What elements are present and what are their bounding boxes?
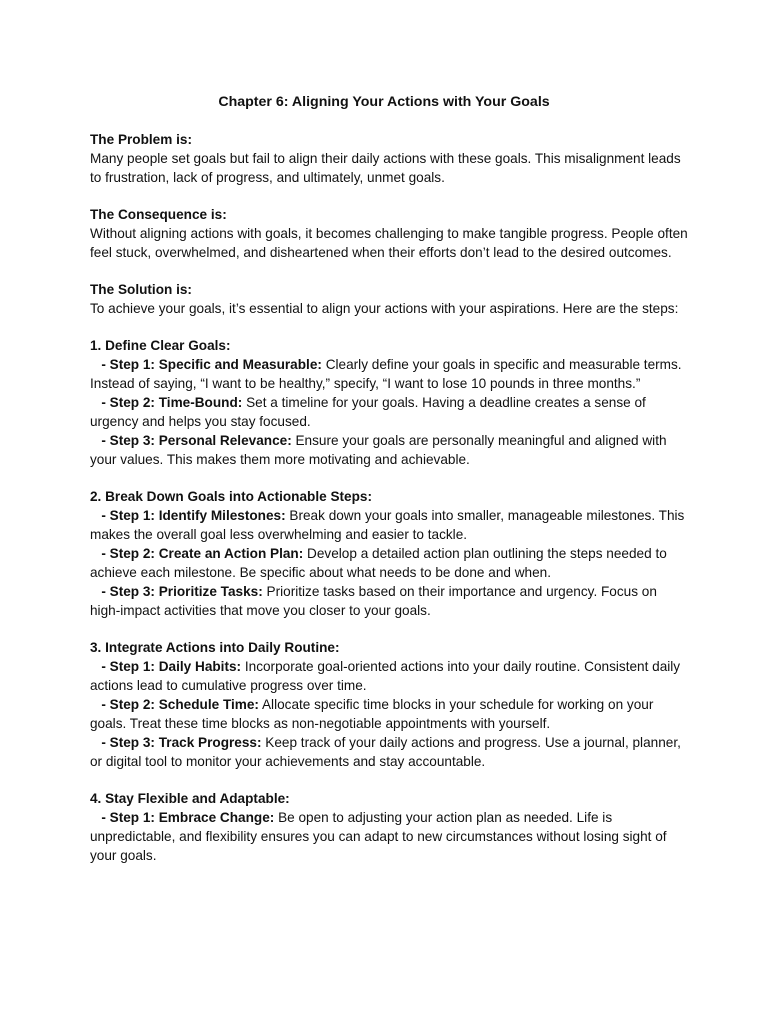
step-lead: - Step 2: Create an Action Plan: <box>90 546 304 561</box>
step-item <box>90 657 690 695</box>
step-lead: - Step 2: Time-Bound: <box>90 395 243 410</box>
consequence-heading: The Consequence is: <box>90 207 227 222</box>
section-stay-flexible <box>90 789 690 865</box>
step-text: Prioritize tasks based on their importance and urgency. Focus on high-impact activities that move you closer to your goals. <box>90 584 657 618</box>
step-text: Keep track of your daily actions and progress. Use a journal, planner, or digital tool to monitor your achievements and stay accountable. <box>90 735 681 769</box>
step-lead: - Step 2: Schedule Time: <box>90 697 259 712</box>
step-lead: - Step 3: Track Progress: <box>90 735 262 750</box>
step-item <box>90 355 690 393</box>
consequence-section <box>90 205 690 262</box>
step-item <box>90 544 690 582</box>
step-item <box>90 695 690 733</box>
section-heading: 2. Break Down Goals into Actionable Steps: <box>90 489 372 504</box>
step-lead: - Step 3: Personal Relevance: <box>90 433 292 448</box>
section-define-clear-goals <box>90 336 690 469</box>
step-lead: - Step 1: Daily Habits: <box>90 659 242 674</box>
step-lead: - Step 1: Identify Milestones: <box>90 508 286 523</box>
solution-heading: The Solution is: <box>90 282 192 297</box>
consequence-text: Without aligning actions with goals, it becomes challenging to make tangible progress. People often feel stuck, overwhelmed, and disheartened when their efforts don’t lead to the desired outcomes. <box>90 226 688 260</box>
step-item <box>90 506 690 544</box>
step-item <box>90 808 690 865</box>
step-text: Develop a detailed action plan outlining the steps needed to achieve each milestone. Be specific about what needs to be done and when. <box>90 546 667 580</box>
step-text: Incorporate goal-oriented actions into your daily routine. Consistent daily actions lead to cumulative progress over time. <box>90 659 681 693</box>
step-item <box>90 393 690 431</box>
step-lead: - Step 1: Specific and Measurable: <box>90 357 322 372</box>
step-text: Set a timeline for your goals. Having a deadline creates a sense of urgency and helps you stay focused. <box>90 395 646 429</box>
problem-text: Many people set goals but fail to align their daily actions with these goals. This misalignment leads to frustration, lack of progress, and ultimately, unmet goals. <box>90 151 681 185</box>
problem-section <box>90 130 690 187</box>
step-text: Break down your goals into smaller, manageable milestones. This makes the overall goal less overwhelming and easier to tackle. <box>90 508 685 542</box>
step-text: Ensure your goals are personally meaningful and aligned with your values. This makes them more motivating and achievable. <box>90 433 667 467</box>
problem-heading: The Problem is: <box>90 132 192 147</box>
section-break-down-goals <box>90 487 690 620</box>
section-heading: 4. Stay Flexible and Adaptable: <box>90 791 290 806</box>
solution-text: To achieve your goals, it’s essential to align your actions with your aspirations. Here are the steps: <box>90 301 679 316</box>
section-integrate-actions <box>90 638 690 771</box>
section-heading: 1. Define Clear Goals: <box>90 338 231 353</box>
step-item <box>90 582 690 620</box>
document-page <box>90 92 690 883</box>
step-text: Allocate specific time blocks in your schedule for working on your goals. Treat these time blocks as non-negotiable appointments with yourself. <box>90 697 654 731</box>
step-lead: - Step 3: Prioritize Tasks: <box>90 584 263 599</box>
step-text: Clearly define your goals in specific and measurable terms. Instead of saying, “I want to be healthy,” specify, “I want to lose 10 pounds in three months.” <box>90 357 682 391</box>
step-lead: - Step 1: Embrace Change: <box>90 810 275 825</box>
step-item <box>90 431 690 469</box>
solution-section <box>90 280 690 318</box>
section-heading: 3. Integrate Actions into Daily Routine: <box>90 640 340 655</box>
chapter-title: Chapter 6: Aligning Your Actions with Your Goals <box>218 94 550 110</box>
step-text: Be open to adjusting your action plan as needed. Life is unpredictable, and flexibility ensures you can adapt to new circumstances without losing sight of your goals. <box>90 810 667 863</box>
step-item <box>90 733 690 771</box>
